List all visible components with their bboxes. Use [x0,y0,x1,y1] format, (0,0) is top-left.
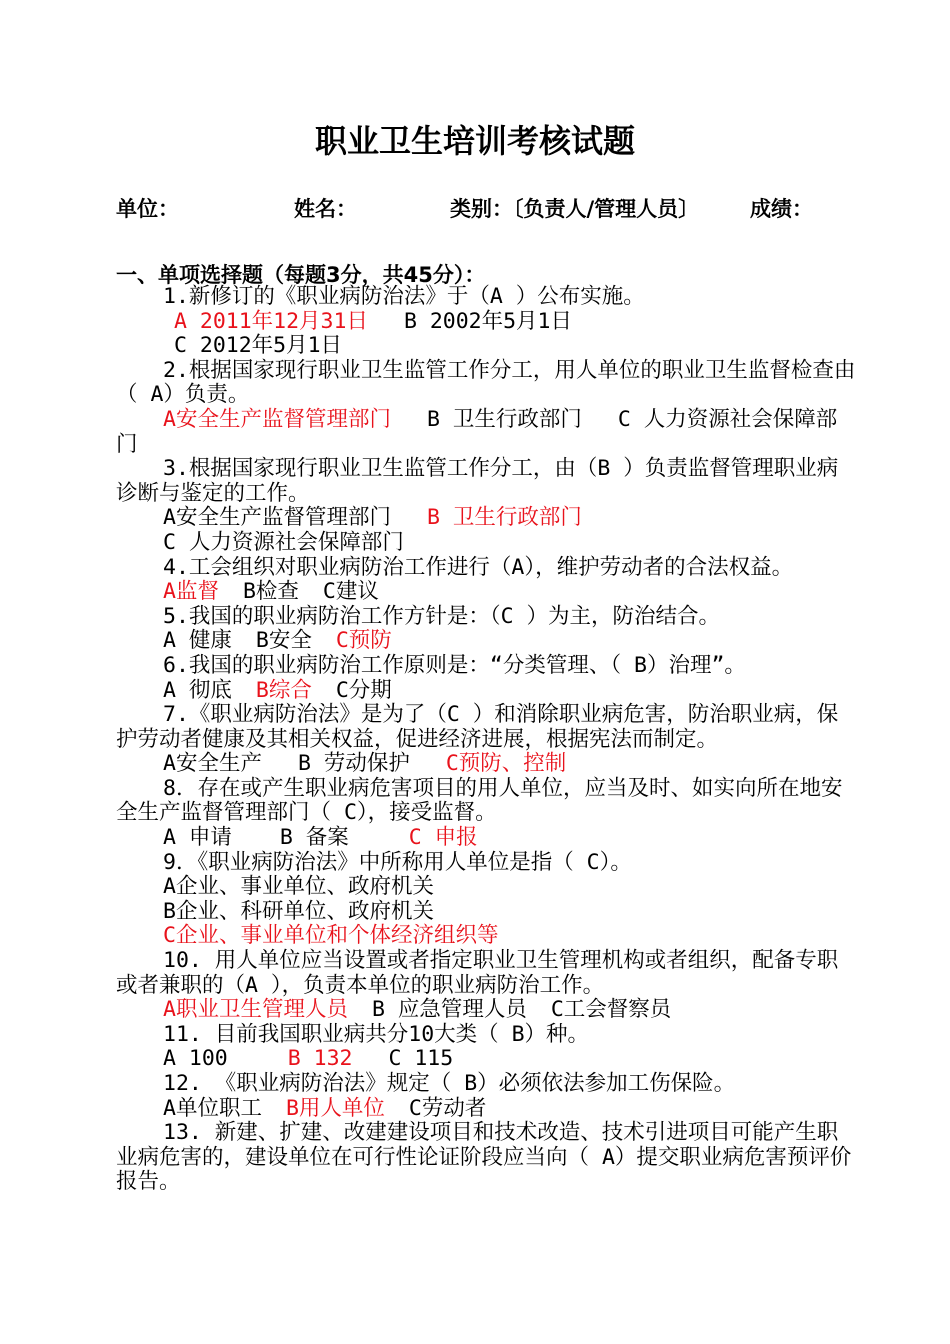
q12-option-c: C劳动者 [408,1095,487,1121]
q6-option-a: A 彻底 [163,677,232,703]
unit-label: 单位： [116,197,179,221]
q1-option-c: C 2012年5月1日 [174,333,343,359]
question-5: 5.我国的职业病防治工作方针是：（C ）为主，防治结合。 [163,603,721,629]
q1-option-a: A 2011年12月31日 [174,308,368,334]
q8-option-a: A 申请 [163,825,232,851]
question-9: 9．《职业病防治法》中所称用人单位是指（ C）。 [163,849,632,875]
q7-option-c: C预防、控制 [445,751,567,777]
q3-option-b: B 卫生行政部门 [426,505,582,531]
question-3: 3.根据国家现行职业卫生监管工作分工，由（B ）负责监督管理职业病诊断与鉴定的工作。 [116,456,839,506]
q3-option-c: C 人力资源社会保障部门 [163,529,404,555]
q7-option-a: A安全生产 [163,751,262,777]
question-10-options [116,998,856,1023]
q2-option-c: C 人力资源社会保障部门 [116,406,838,457]
q4-option-b: B检查 [242,579,299,605]
question-12-options [116,1097,856,1122]
question-11-options [116,1047,856,1072]
section-title: 一、单项选择题（每题3分，共45分）： [116,263,486,287]
question-12: 12. 《职业病防治法》规定（ B）必须依法参加工伤保险。 [163,1071,736,1096]
q4-option-a: A监督 [163,579,219,605]
question-4-options [116,580,856,605]
question-9-option-c: C企业、事业单位和个体经济组织等 [163,923,499,949]
q8-option-b: B 备案 [279,825,349,851]
question-8-options [116,826,856,851]
question-2-options [116,408,856,457]
q4-option-c: C建议 [322,579,379,605]
question-1-options [116,310,856,335]
q1-option-b: B 2002年5月1日 [403,308,573,334]
q8-option-c: C 申报 [408,825,478,851]
q5-option-c: C预防 [335,628,392,654]
question-8: 8．存在或产生职业病危害项目的用人单位，应当及时、如实向所在地安全生产监督管理部门（ C），接受监督。 [116,775,843,826]
question-3-options [116,506,856,531]
question-7-options [116,752,856,777]
q7-option-b: B 劳动保护 [297,751,410,777]
q10-option-a: A职业卫生管理人员 [163,997,348,1023]
question-9-option-b: B企业、科研单位、政府机关 [163,898,434,924]
question-1-options-2 [116,334,856,359]
question-1: 1.新修订的《职业病防治法》于（A ）公布实施。 [163,284,645,309]
question-11: 11. 目前我国职业病共分10大类（ B）种。 [163,1021,590,1047]
question-6: 6.我国的职业病防治工作原则是：“分类管理、（ B）治理”。 [163,652,746,678]
question-13: 13. 新建、扩建、改建建设项目和技术改造、技术引进项目可能产生职业病危害的，建设单位在可行性论证阶段应当向（ A）提交职业病危害预评价报告。 [116,1120,852,1195]
question-7: 7.《职业病防治法》是为了（C ）和消除职业病危害，防治职业病，保护劳动者健康及其相关权益，促进经济进展，根据宪法而制定。 [116,702,839,752]
q11-option-a: A 100 [163,1046,228,1072]
page-title: 职业卫生培训考核试题 [314,122,635,160]
q5-option-b: B安全 [255,628,312,654]
q6-option-b: B综合 [255,677,312,703]
question-9-option-a: A企业、事业单位、政府机关 [163,874,434,900]
question-5-options [116,629,856,654]
question-4: 4.工会组织对职业病防治工作进行（A），维护劳动者的合法权益。 [163,554,794,580]
q10-option-b: B 应急管理人员 [371,997,527,1023]
q11-option-c: C 115 [388,1046,454,1072]
q6-option-c: C分期 [335,677,392,703]
question-list [116,285,856,1195]
q2-option-a: A安全生产监督管理部门 [163,406,391,432]
q11-option-b: B 132 [287,1046,353,1072]
q10-option-c: C工会督察员 [550,997,672,1023]
question-2: 2.根据国家现行职业卫生监管工作分工，用人单位的职业卫生监督检查由（ A）负责。 [116,357,856,408]
category-label: 类别：〔负责人/管理人员〕 [450,197,700,221]
q12-option-b: B用人单位 [285,1095,385,1121]
question-3-options-2 [116,531,856,556]
exam-info-row [116,193,876,223]
q3-option-a: A安全生产监督管理部门 [163,505,391,531]
q12-option-a: A单位职工 [163,1095,262,1121]
question-10: 10. 用人单位应当设置或者指定职业卫生管理机构或者组织，配备专职或者兼职的（A ），负责本单位的职业病防治工作。 [116,948,839,998]
score-label: 成绩： [750,197,813,221]
q2-option-b: B 卫生行政部门 [426,406,582,432]
q5-option-a: A 健康 [163,628,232,654]
name-label: 姓名： [294,197,357,221]
question-6-options [116,679,856,704]
